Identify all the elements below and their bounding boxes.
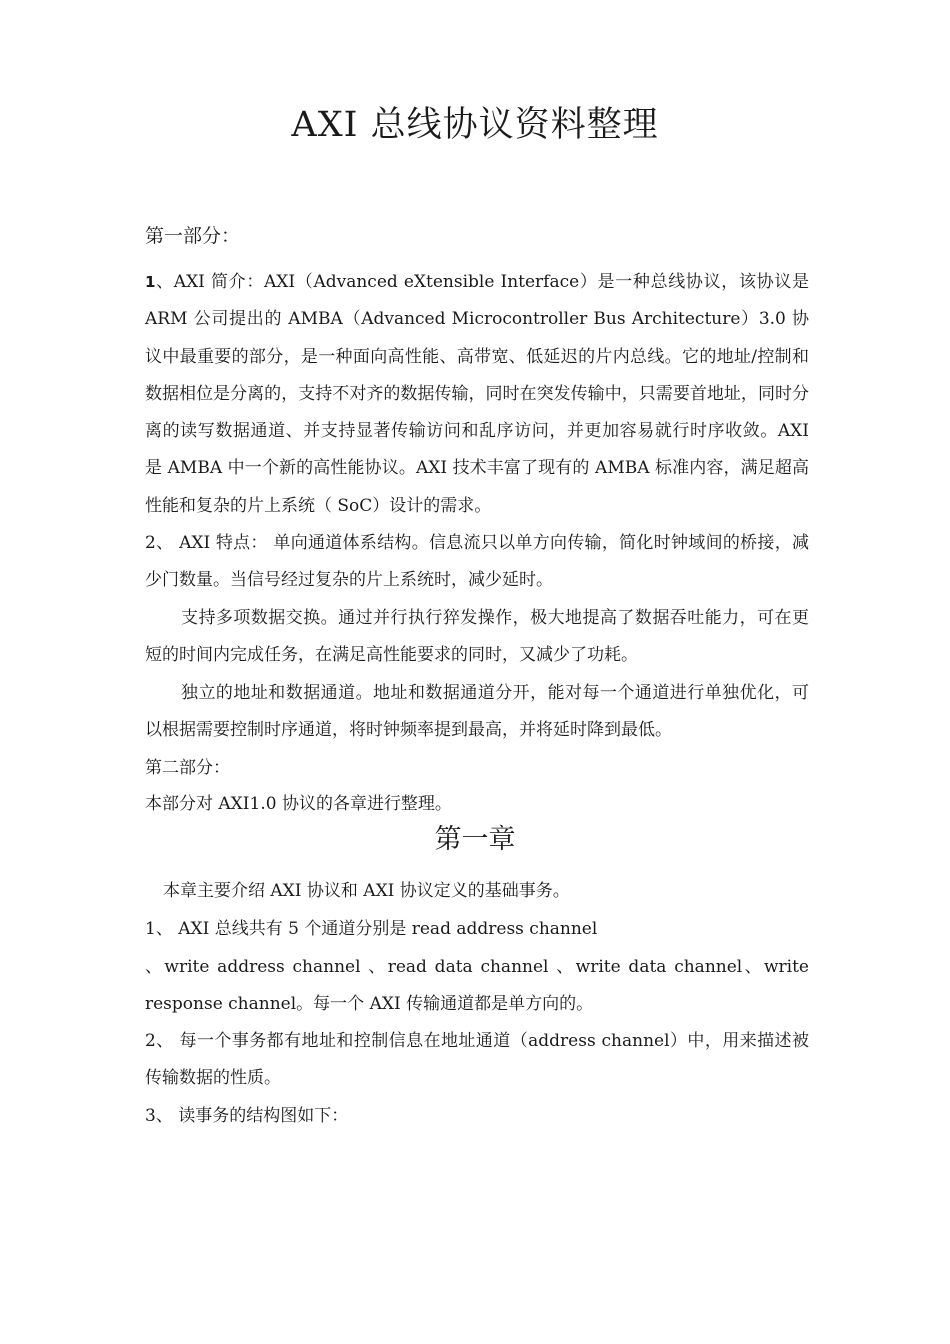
axi-intro-text: 、AXI 简介：AXI（Advanced eXtensible Interface）是一种总线协议，该协议是 ARM 公司提出的 AMBA（Advanced Microcontroller Bus Architecture）3.0 协议中最重要的部分，是一种面向高性能、高带宽、低延迟的片内总线。它的地址/控制和数据相位是分离的，支持不对齐的数据传输，同时在突发传输中，只需要首地址，同时分离的读写数据通道、并支持显著传输访问和乱序访问，并更加容易就行时序收敛。AXI 是 AMBA 中一个新的高性能协议。AXI 技术丰富了现有的 AMBA 标准内容，满足超高性能和复杂的片上系统（ SoC）设计的需求。 (145, 272, 809, 516)
part1-heading: 第一部分： (145, 225, 241, 247)
axi-independent-channel-paragraph: 独立的地址和数据通道。地址和数据通道分开，能对每一个通道进行单独优化，可以根据需要控制时序通道，将时钟频率提到最高，并将延时降到最低。 (145, 683, 809, 741)
axi-features-paragraph: 2、 AXI 特点： 单向通道体系结构。信息流只以单方向传输，简化时钟域间的桥接，减少门数量。当信号经过复杂的片上系统时，减少延时。 (145, 533, 809, 591)
axi-multi-transaction-paragraph: 支持多项数据交换。通过并行执行猝发操作，极大地提高了数据吞吐能力，可在更短的时间内完成任务，在满足高性能要求的同时，又减少了功耗。 (145, 608, 809, 666)
chapter1-item3: 3、 读事务的结构图如下： (145, 1106, 349, 1126)
chapter1-item1-line1: 1、 AXI 总线共有 5 个通道分别是 read address channel (145, 919, 598, 939)
axi-intro-number: 1 (145, 273, 156, 291)
chapter1-title: 第一章 (434, 824, 516, 855)
document-title: AXI 总线协议资料整理 (291, 105, 659, 145)
chapter1-item1-line2: 、write address channel 、read data channel 、write data channel、write response channel。每一个 AXI 传输通道都是单方向的。 (145, 957, 809, 1015)
chapter1-item2: 2、 每一个事务都有地址和控制信息在地址通道（address channel）中，用来描述被传输数据的性质。 (145, 1031, 809, 1089)
part2-heading: 第二部分： (145, 758, 230, 778)
part2-intro: 本部分对 AXI1.0 协议的各章进行整理。 (145, 794, 452, 814)
axi-intro-paragraph (145, 264, 809, 525)
chapter1-intro: 本章主要介绍 AXI 协议和 AXI 协议定义的基础事务。 (163, 881, 570, 901)
